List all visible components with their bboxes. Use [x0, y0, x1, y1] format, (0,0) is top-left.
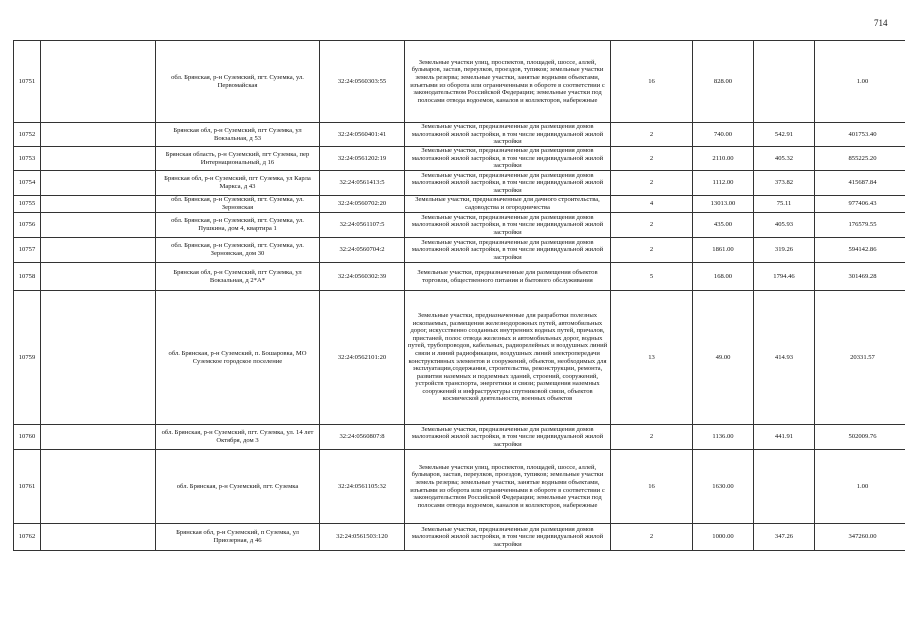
- value-cell: 1.00: [815, 41, 905, 123]
- address-cell: обл. Брянская, р-н Суземский, пгт. Суземка, ул. Зерновская: [156, 196, 320, 213]
- empty-cell: [41, 123, 156, 147]
- land-type-cell: Земельные участки, предназначенные для размещения домов малоэтажной жилой застройки, в том числе индивидуальной жилой застройки: [405, 238, 611, 263]
- value-cell: 502009.76: [815, 425, 905, 450]
- address-cell: обл. Брянская, р-н Суземский, пгт. Суземка, ул. Первомайская: [156, 41, 320, 123]
- value-cell: 977406.43: [815, 196, 905, 213]
- empty-cell: [41, 450, 156, 524]
- land-type-cell: Земельные участки, предназначенные для размещения домов малоэтажной жилой застройки, в том числе индивидуальной жилой застройки: [405, 171, 611, 196]
- land-type-cell: Земельные участки, предназначенные для размещения домов малоэтажной жилой застройки, в том числе индивидуальной жилой застройки: [405, 213, 611, 238]
- empty-cell: [41, 425, 156, 450]
- address-cell: Брянская обл, р-н Суземский, пгт Суземка, ул Вокзальная, д 2*А*: [156, 263, 320, 291]
- row-number: 10755: [14, 196, 41, 213]
- address-cell: Брянская обл, р-н Суземский, пгт Суземка, ул Вокзальная, д 53: [156, 123, 320, 147]
- address-cell: Брянская область, р-н Суземский, пгт Суземка, пер Интернациональный, д 16: [156, 147, 320, 171]
- table-row: [14, 238, 905, 263]
- value-cell: 176579.55: [815, 213, 905, 238]
- table-row: [14, 263, 905, 291]
- area-cell: 1136.00: [693, 425, 754, 450]
- area-cell: 2110.00: [693, 147, 754, 171]
- category-cell: 5: [611, 263, 693, 291]
- price-cell: 319.26: [754, 238, 815, 263]
- land-type-cell: Земельные участки, предназначенные для размещения домов малоэтажной жилой застройки, в том числе индивидуальной жилой застройки: [405, 425, 611, 450]
- cadastral-number-cell: 32:24:0562101:20: [320, 291, 405, 425]
- value-cell: 301469.28: [815, 263, 905, 291]
- cadastral-number-cell: 32:24:0560704:2: [320, 238, 405, 263]
- area-cell: 168.00: [693, 263, 754, 291]
- land-type-cell: Земельные участки, предназначенные для дачного строительства, садоводства и огородничества: [405, 196, 611, 213]
- row-number: 10757: [14, 238, 41, 263]
- cadastral-number-cell: 32:24:0561503:120: [320, 524, 405, 551]
- cadastral-number-cell: 32:24:0561413:5: [320, 171, 405, 196]
- address-cell: обл. Брянская, р-н Суземский, пгт. Суземка, ул. 14 лет Октября, дом 3: [156, 425, 320, 450]
- category-cell: 16: [611, 450, 693, 524]
- category-cell: 2: [611, 123, 693, 147]
- value-cell: 855225.20: [815, 147, 905, 171]
- category-cell: 2: [611, 147, 693, 171]
- row-number: 10761: [14, 450, 41, 524]
- price-cell: 405.93: [754, 213, 815, 238]
- row-number: 10762: [14, 524, 41, 551]
- cadastral-number-cell: 32:24:0560702:20: [320, 196, 405, 213]
- price-cell: [754, 41, 815, 123]
- area-cell: 828.00: [693, 41, 754, 123]
- price-cell: 542.91: [754, 123, 815, 147]
- area-cell: 49.00: [693, 291, 754, 425]
- value-cell: 401753.40: [815, 123, 905, 147]
- cadastral-number-cell: 32:24:0560401:41: [320, 123, 405, 147]
- category-cell: 13: [611, 291, 693, 425]
- cadastral-number-cell: 32:24:0560303:55: [320, 41, 405, 123]
- cadastral-number-cell: 32:24:0560302:39: [320, 263, 405, 291]
- address-cell: обл. Брянская, р-н Суземский, пгт. Суземка, ул. Пушкина, дом 4, квартира 1: [156, 213, 320, 238]
- table-row: [14, 171, 905, 196]
- land-type-cell: Земельные участки, предназначенные для размещения домов малоэтажной жилой застройки, в том числе индивидуальной жилой застройки: [405, 524, 611, 551]
- land-type-cell: Земельные участки, предназначенные для разработки полезных ископаемых, размещения железнодорожных путей, автомобильных дорог, искусственно созданных внутренних водных путей, причалов, пристаней, полос отвода железных и автомобильных дорог, водных путей, трубопроводов, кабельных, радиорелейных и воздушных линий связи и линий радиофикации, воздушных линий электропередачи конструктивных элементов и сооружений, объектов, необходимых для эксплуатации,содержания, строительства, реконструкции, ремонта, развития наземных и подземных зданий, строений, сооружений, устройств транспорта, энергетики и связи; размещения наземных сооружений и инфраструктуры спутниковой связи, объектов космической деятельности, военных объектов: [405, 291, 611, 425]
- table-row: [14, 524, 905, 551]
- price-cell: 347.26: [754, 524, 815, 551]
- category-cell: 2: [611, 524, 693, 551]
- cadastral-number-cell: 32:24:0560807:8: [320, 425, 405, 450]
- price-cell: 373.82: [754, 171, 815, 196]
- land-type-cell: Земельные участки улиц, проспектов, площадей, шоссе, аллей, бульваров, застав, переулков, проездов, тупиков; земельные участки земель резерва; земельные участки, занятые водными объектами, изъятыми из оборота или ограниченными в обороте в соответствии с законодательством Российской Федерации; земельные участки под полосами отвода водоемов, каналов и коллекторов, набережные: [405, 450, 611, 524]
- empty-cell: [41, 291, 156, 425]
- cadastral-number-cell: 32:24:0561202:19: [320, 147, 405, 171]
- price-cell: 414.93: [754, 291, 815, 425]
- empty-cell: [41, 524, 156, 551]
- area-cell: 13013.00: [693, 196, 754, 213]
- category-cell: 2: [611, 213, 693, 238]
- value-cell: 594142.86: [815, 238, 905, 263]
- category-cell: 2: [611, 238, 693, 263]
- table-row: [14, 147, 905, 171]
- land-type-cell: Земельные участки, предназначенные для размещения объектов торговли, общественного питания и бытового обслуживания: [405, 263, 611, 291]
- value-cell: 1.00: [815, 450, 905, 524]
- empty-cell: [41, 196, 156, 213]
- row-number: 10759: [14, 291, 41, 425]
- row-number: 10756: [14, 213, 41, 238]
- row-number: 10752: [14, 123, 41, 147]
- empty-cell: [41, 171, 156, 196]
- address-cell: Брянская обл, р-н Суземский, п Суземка, ул Приозерная, д 46: [156, 524, 320, 551]
- empty-cell: [41, 238, 156, 263]
- table-row: [14, 123, 905, 147]
- value-cell: 415687.84: [815, 171, 905, 196]
- table-row: [14, 291, 905, 425]
- area-cell: 1630.00: [693, 450, 754, 524]
- land-type-cell: Земельные участки, предназначенные для размещения домов малоэтажной жилой застройки, в том числе индивидуальной жилой застройки: [405, 123, 611, 147]
- table-row: [14, 213, 905, 238]
- area-cell: 1000.00: [693, 524, 754, 551]
- table-row: [14, 450, 905, 524]
- category-cell: 2: [611, 171, 693, 196]
- value-cell: 20331.57: [815, 291, 905, 425]
- empty-cell: [41, 147, 156, 171]
- table-row: [14, 41, 905, 123]
- address-cell: обл. Брянская, р-н Суземский, п. Бошаровка, МО Суземское городское поселение: [156, 291, 320, 425]
- land-type-cell: Земельные участки, предназначенные для размещения домов малоэтажной жилой застройки, в том числе индивидуальной жилой застройки: [405, 147, 611, 171]
- cadastral-number-cell: 32:24:0561105:32: [320, 450, 405, 524]
- area-cell: 435.00: [693, 213, 754, 238]
- area-cell: 740.00: [693, 123, 754, 147]
- category-cell: 4: [611, 196, 693, 213]
- row-number: 10758: [14, 263, 41, 291]
- price-cell: 1794.46: [754, 263, 815, 291]
- address-cell: обл. Брянская, р-н Суземский, пгт. Суземка, ул. Зерновская, дом 30: [156, 238, 320, 263]
- address-cell: Брянская обл, р-н Суземский, пгт Суземка, ул Карла Маркса, д 43: [156, 171, 320, 196]
- table-row: [14, 425, 905, 450]
- value-cell: 347260.00: [815, 524, 905, 551]
- empty-cell: [41, 41, 156, 123]
- page-number: 714: [874, 18, 888, 28]
- table-row: [14, 196, 905, 213]
- row-number: 10760: [14, 425, 41, 450]
- category-cell: 16: [611, 41, 693, 123]
- land-type-cell: Земельные участки улиц, проспектов, площадей, шоссе, аллей, бульваров, застав, переулков, проездов, тупиков; земельные участки земель резерва; земельные участки, занятые водными объектами, изъятыми из оборота или ограниченными в обороте в соответствии с законодательством Российской Федерации; земельные участки под полосами отвода водоемов, каналов и коллекторов, набережные: [405, 41, 611, 123]
- price-cell: 405.32: [754, 147, 815, 171]
- address-cell: обл. Брянская, р-н Суземский, пгт. Суземка: [156, 450, 320, 524]
- price-cell: [754, 450, 815, 524]
- price-cell: 441.91: [754, 425, 815, 450]
- land-registry-table: [13, 40, 905, 551]
- empty-cell: [41, 263, 156, 291]
- area-cell: 1861.00: [693, 238, 754, 263]
- row-number: 10751: [14, 41, 41, 123]
- cadastral-number-cell: 32:24:0561107:5: [320, 213, 405, 238]
- empty-cell: [41, 213, 156, 238]
- area-cell: 1112.00: [693, 171, 754, 196]
- price-cell: 75.11: [754, 196, 815, 213]
- row-number: 10754: [14, 171, 41, 196]
- row-number: 10753: [14, 147, 41, 171]
- category-cell: 2: [611, 425, 693, 450]
